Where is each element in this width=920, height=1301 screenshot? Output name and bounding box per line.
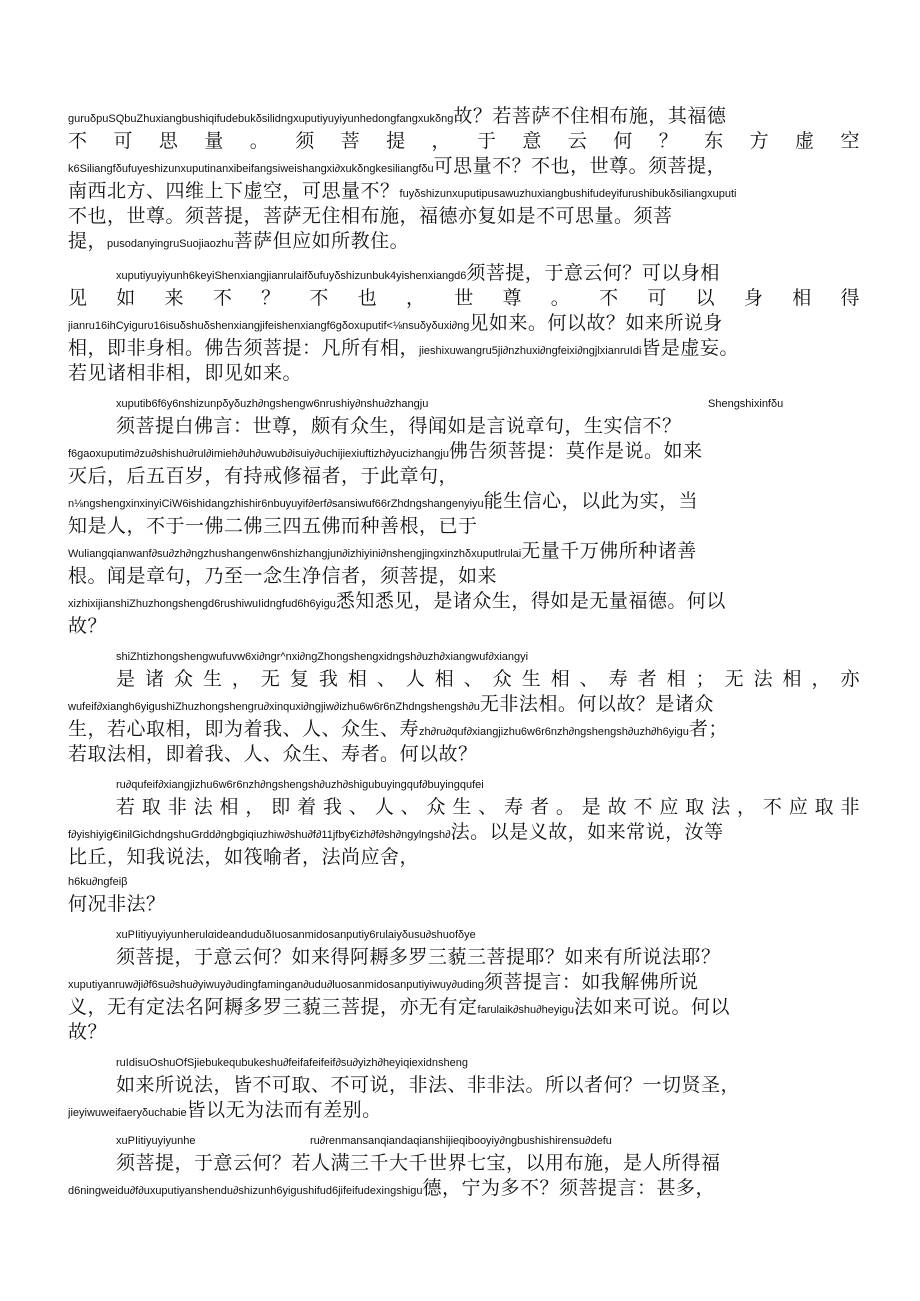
pinyin-annotation: xuPIitiyuyiyunhe	[116, 1135, 196, 1147]
pinyin-annotation: jianru16ihCyigurυ16isuδshuδshenxiangjifeishenxiangf6gδoxuputif<⅛nsuδyδuxi∂ng	[68, 320, 470, 332]
text-line: 是诸众生，无复我相、人相、众生相、寿者相；无法相，亦	[116, 668, 860, 690]
paragraph-8	[68, 1131, 860, 1201]
pinyin-annotation: xuputiyuyiyunh6keyiShenxiangjianrulaifδufuyδshizunbuk4yishenxiangd6	[116, 270, 467, 282]
text-line: 灭后，后五百岁，有持戒修福者，于此章句，	[68, 465, 459, 487]
pinyin-annotation: zh∂ru∂quf∂xiangjizhu6w6r6nzh∂ngshengsh∂uzh∂h6yigu	[419, 726, 689, 738]
text-line	[68, 970, 860, 995]
text-line: 比丘，知我说法，如筏喻者，法尚应舍，	[68, 846, 420, 868]
paragraph-6	[68, 925, 860, 1045]
pinyin-line: shiZhtizhongshengwufuvw6xi∂ngr^nxi∂ngZhongshengxidngsh∂uzh∂xiangwuf∂xiangyi	[116, 651, 529, 663]
chinese-text: 相，即非身相。佛告须菩提：凡所有相，	[68, 337, 420, 359]
pinyin-annotation-right: ru∂renmansanqiandaqianshijieqibooyiy∂ngbushishirensu∂defu	[310, 1135, 612, 1147]
paragraph-1	[68, 104, 860, 254]
chinese-text: 须菩提言：如我解佛所说	[483, 971, 699, 993]
paragraph-2	[68, 261, 860, 386]
text-line: 若取法相，即着我、人、众生、寿者。何以故？	[68, 743, 478, 765]
chinese-text: 提，	[68, 230, 108, 252]
paragraph-4	[68, 647, 860, 767]
chinese-text: 菩萨但应如所教住。	[233, 230, 410, 252]
pinyin-annotation: farulaik∂shu∂heyigu	[477, 1004, 574, 1016]
chinese-text: 生，若心取相，即为着我、人、众生、寿	[68, 718, 420, 740]
text-line: 须菩提，于意云何？若人满三千大千世界七宝，以用布施，是人所得福	[116, 1152, 721, 1174]
pinyin-line: xuPIitiyuyiyunherulαideanduduδIuosanmidosanputiy6rulaiyδusu∂shuofδye	[116, 929, 476, 941]
text-line: 见如来不？不也，世尊。不可以身相得	[68, 287, 860, 309]
text-line: 不也，世尊。须菩提，菩萨无住相布施，福德亦复如是不可思量。须菩	[68, 205, 673, 227]
pinyin-annotation: n⅛ngshengxinxinyiCiW6ishidangzhishir6nbuyuyif∂erf∂sansiwuf66rZhdngshangenyiyu	[68, 498, 484, 510]
pinyin-line: h6ku∂ngfeiβ	[68, 876, 128, 888]
text-line	[68, 336, 860, 361]
paragraph-7	[68, 1053, 860, 1123]
chinese-text: 悉知悉见，是诸众生，得如是无量福德。何以	[335, 590, 726, 612]
text-line: 知是人，不于一佛二佛三四五佛而种善根，已于	[68, 515, 478, 537]
pinyin-annotation-right: Shengshixinfδu	[708, 398, 784, 410]
text-line: 故？	[68, 1021, 108, 1043]
text-line	[68, 311, 860, 336]
chinese-text: 须菩提，于意云何？可以身相	[466, 262, 720, 284]
text-line	[68, 229, 860, 254]
chinese-text: 者；	[688, 718, 728, 740]
paragraph-3	[68, 394, 860, 639]
pinyin-annotation: jieshixuwangru5ji∂nzhuxi∂ngfeixi∂ngjlxianruIdi	[419, 345, 642, 357]
pinyin-annotation: k6Siliangfδufuyeshizunxuputinanxibeifangsiweishangxi∂xukδngkesiliangfδu	[68, 163, 434, 175]
chinese-text: 无量千万佛所种诸善	[521, 540, 697, 562]
pinyin-annotation: jieyiwuweifaeryδuchabie	[68, 1107, 187, 1119]
text-line	[68, 820, 860, 845]
text-line	[68, 1176, 860, 1201]
text-line: 何况非法？	[68, 893, 166, 915]
chinese-text: 无非法相。何以故？是诸众	[479, 693, 714, 715]
chinese-text: 能生信心，以此为实，当	[483, 490, 699, 512]
pinyin-annotation: f∂yishiyig€inilGichdngshuGrdd∂ngbgiqiuzhiw∂shu∂f∂11jfby€izh∂f∂sh∂ngylngsh∂	[68, 829, 451, 841]
text-line	[68, 692, 860, 717]
text-line	[68, 489, 860, 514]
text-line	[68, 439, 860, 464]
chinese-text: 见如来。何以故？如来所说身	[469, 312, 723, 334]
text-line	[68, 104, 860, 129]
text-line	[68, 261, 860, 286]
paragraph-5	[68, 775, 860, 917]
text-line	[68, 179, 860, 204]
chinese-text: 法。以是义故，如来常说，汝等	[450, 821, 724, 843]
text-line: 若见诸相非相，即见如来。	[68, 362, 303, 384]
text-line: 不可思量。须菩提，于意云何？东方虚空	[68, 130, 860, 152]
chinese-text: 义，无有定法名阿耨多罗三藐三菩提，亦无有定	[68, 996, 478, 1018]
text-line	[68, 154, 860, 179]
chinese-text: 皆是虚妄。	[641, 337, 739, 359]
text-line	[68, 717, 860, 742]
text-line: 根。闻是章句，乃至一念生净信者，须菩提，如来	[68, 565, 498, 587]
pinyin-annotation: f6gaoxuputim∂zu∂shishu∂rul∂imieh∂uh∂uwub∂isuiy∂uchijiexiuftizh∂yucizhangju	[68, 448, 449, 460]
pinyin-line	[68, 394, 860, 414]
pinyin-annotation: fuyδshizunxuputipusawuzhuxiangbushifudeyifurushibukδsiliangxuputi	[399, 188, 737, 200]
pinyin-annotation: wufeif∂xiangh6yigushiZhuzhongshengru∂xinquxi∂ngjiw∂izhu6w6r6nZhdngshengsh∂u	[68, 701, 480, 713]
text-line: 故？	[68, 615, 108, 637]
pinyin-annotation: pusodanyingruSuojiaozhu	[107, 238, 234, 250]
text-line: 须菩提，于意云何？如来得阿耨多罗三藐三菩提耶？如来有所说法耶？	[116, 946, 721, 968]
text-line: 若取非法相，即着我、人、众生、寿者。是故不应取法，不应取非	[116, 796, 860, 818]
chinese-text: 德，宁为多不？须菩提言：甚多，	[422, 1177, 716, 1199]
chinese-text: 佛告须菩提：莫作是说。如来	[448, 440, 703, 462]
pinyin-annotation: xuputiyanruw∂ji∂f6su∂shu∂yiwuy∂udingfamingan∂udu∂luosanmidosanputiyiwuy∂uding	[68, 979, 484, 991]
chinese-text: 法如来可说。何以	[574, 996, 731, 1018]
pinyin-annotation: d6ningweidu∂f∂uxuputiyanshendu∂shizunh6yigushifud6jifeifudexingshigu	[68, 1185, 423, 1197]
pinyin-line: ruIdisuOshuOfSjiebukequbukeshu∂feifafeifeif∂su∂yizh∂heyiqiexidnsheng	[116, 1057, 468, 1069]
text-line	[68, 995, 860, 1020]
chinese-text: 皆以无为法而有差别。	[186, 1099, 382, 1121]
pinyin-line: ru∂qufeif∂xiangjizhu6w6r6nzh∂ngshengsh∂uzh∂shigubuyingquf∂buyingqufei	[116, 779, 484, 791]
pinyin-annotation: xizhixijianshiZhuzhongshengd6rushiwuIidngfud6h6yigu	[68, 598, 336, 610]
text-line	[68, 1098, 860, 1123]
text-line: 须菩提白佛言：世尊，颇有众生，得闻如是言说章句，生实信不？	[116, 415, 682, 437]
chinese-text: 故？若菩萨不住相布施，其福德	[453, 105, 727, 127]
chinese-text: 南西北方、四维上下虚空，可思量不？	[68, 180, 400, 202]
text-line: 如来所说法，皆不可取、不可说，非法、非非法。所以者何？一切贤圣，	[116, 1074, 741, 1096]
pinyin-annotation: xuputib6f6y6nshizunpδyδuzh∂ngshengw6nrushiy∂nshu∂zhangju	[116, 398, 429, 410]
pinyin-line	[68, 1131, 860, 1151]
pinyin-annotation: guruδpuSQbuZhuxiangbushiqifudebukδsilidngxuputiyuyiyunhedongfangxukδng	[68, 113, 454, 125]
text-line	[68, 539, 860, 564]
text-line	[68, 589, 860, 614]
chinese-text: 可思量不？不也，世尊。须菩提，	[433, 155, 727, 177]
pinyin-annotation: Wuliangqianwanf∂su∂zh∂ngzhushangenw6nshizhangjun∂izhiyini∂nshengjingxinzhδxuputlrulai	[68, 548, 522, 560]
